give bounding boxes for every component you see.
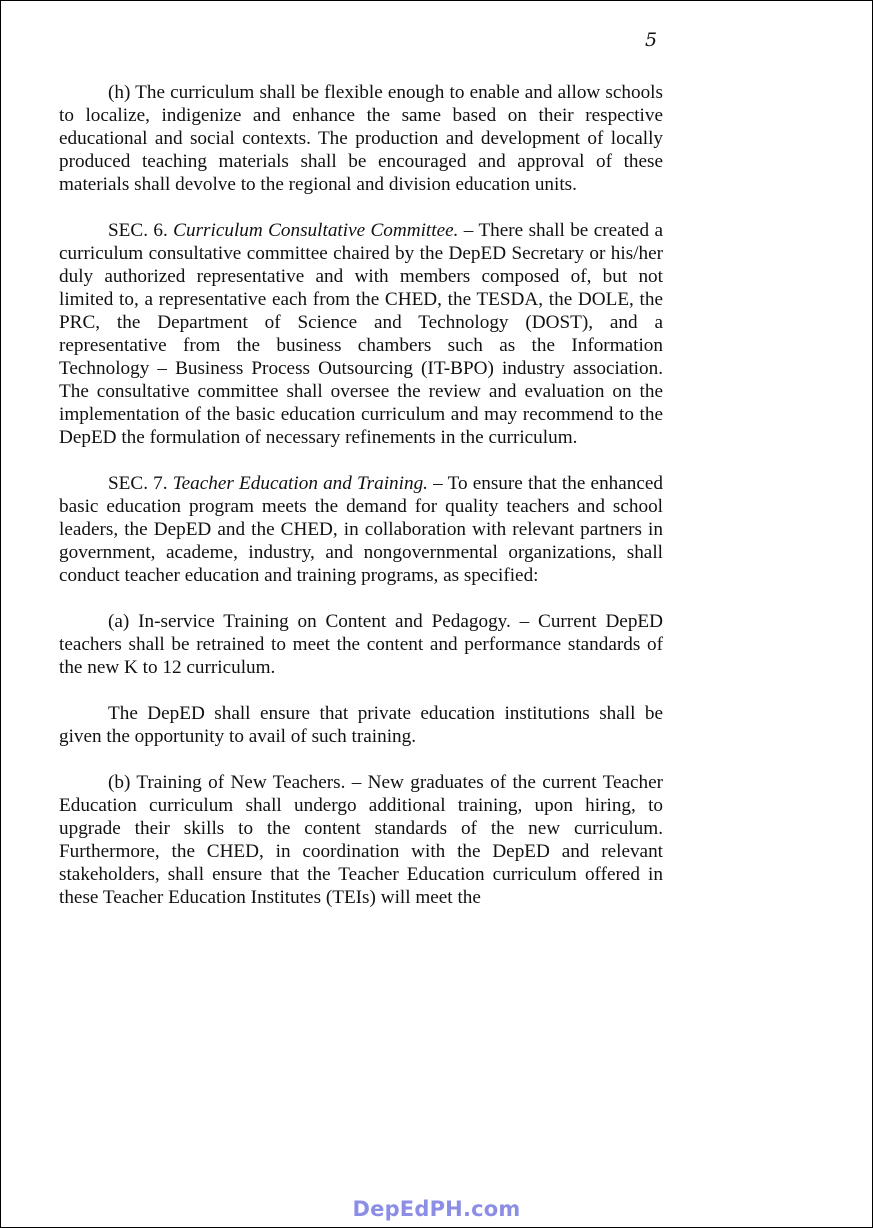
section-label: SEC. 7. <box>108 473 168 494</box>
paragraph-h: (h) The curriculum shall be flexible enough to enable and allow schools to localize, indigenize and enhance the same based on their respective educational and social contexts. The production and development of locally produced teaching materials shall be encouraged and approval of these materials shall devolve to the regional and division education units. <box>59 82 663 195</box>
section-label: SEC. 6. <box>108 220 168 241</box>
paragraph-b: (b) Training of New Teachers. – New graduates of the current Teacher Education curriculum shall undergo additional training, upon hiring, to upgrade their skills to the content standards of the new curriculum. Furthermore, the CHED, in coordination with the DepED and relevant stakeholders, shall ensure that the Teacher Education curriculum offered in these Teacher Education Institutes (TEIs) will meet the <box>59 772 663 908</box>
paragraph-private-institutions: The DepED shall ensure that private education institutions shall be given the opportunity to avail of such training. <box>59 703 663 747</box>
paragraph-sec-6 <box>59 219 663 449</box>
paragraph-a: (a) In-service Training on Content and Pedagogy. – Current DepED teachers shall be retrained to meet the content and performance standards of the new K to 12 curriculum. <box>59 611 663 678</box>
section-text: – There shall be created a curriculum consultative committee chaired by the DepED Secretary or his/her duly authorized representative and with members composed of, but not limited to, a representative each from the CHED, the TESDA, the DOLE, the PRC, the Department of Science and Technology (DOST), and a representative from the business chambers such as the Information Technology – Business Process Outsourcing (IT-BPO) industry association. The consultative committee shall oversee the review and evaluation on the implementation of the basic education curriculum and may recommend to the DepED the formulation of necessary refinements in the curriculum. <box>59 220 663 448</box>
document-body <box>59 81 663 932</box>
watermark: DepEdPH.com <box>352 1197 521 1221</box>
page-number: 5 <box>645 29 658 51</box>
paragraph-sec-7 <box>59 472 663 587</box>
section-title: Teacher Education and Training. <box>172 473 428 494</box>
section-text: – To ensure that the enhanced basic education program meets the demand for quality teachers and school leaders, the DepED and the CHED, in collaboration with relevant partners in government, academe, industry, and nongovernmental organizations, shall conduct teacher education and training programs, as specified: <box>59 473 663 586</box>
section-title: Curriculum Consultative Committee. <box>173 220 459 241</box>
